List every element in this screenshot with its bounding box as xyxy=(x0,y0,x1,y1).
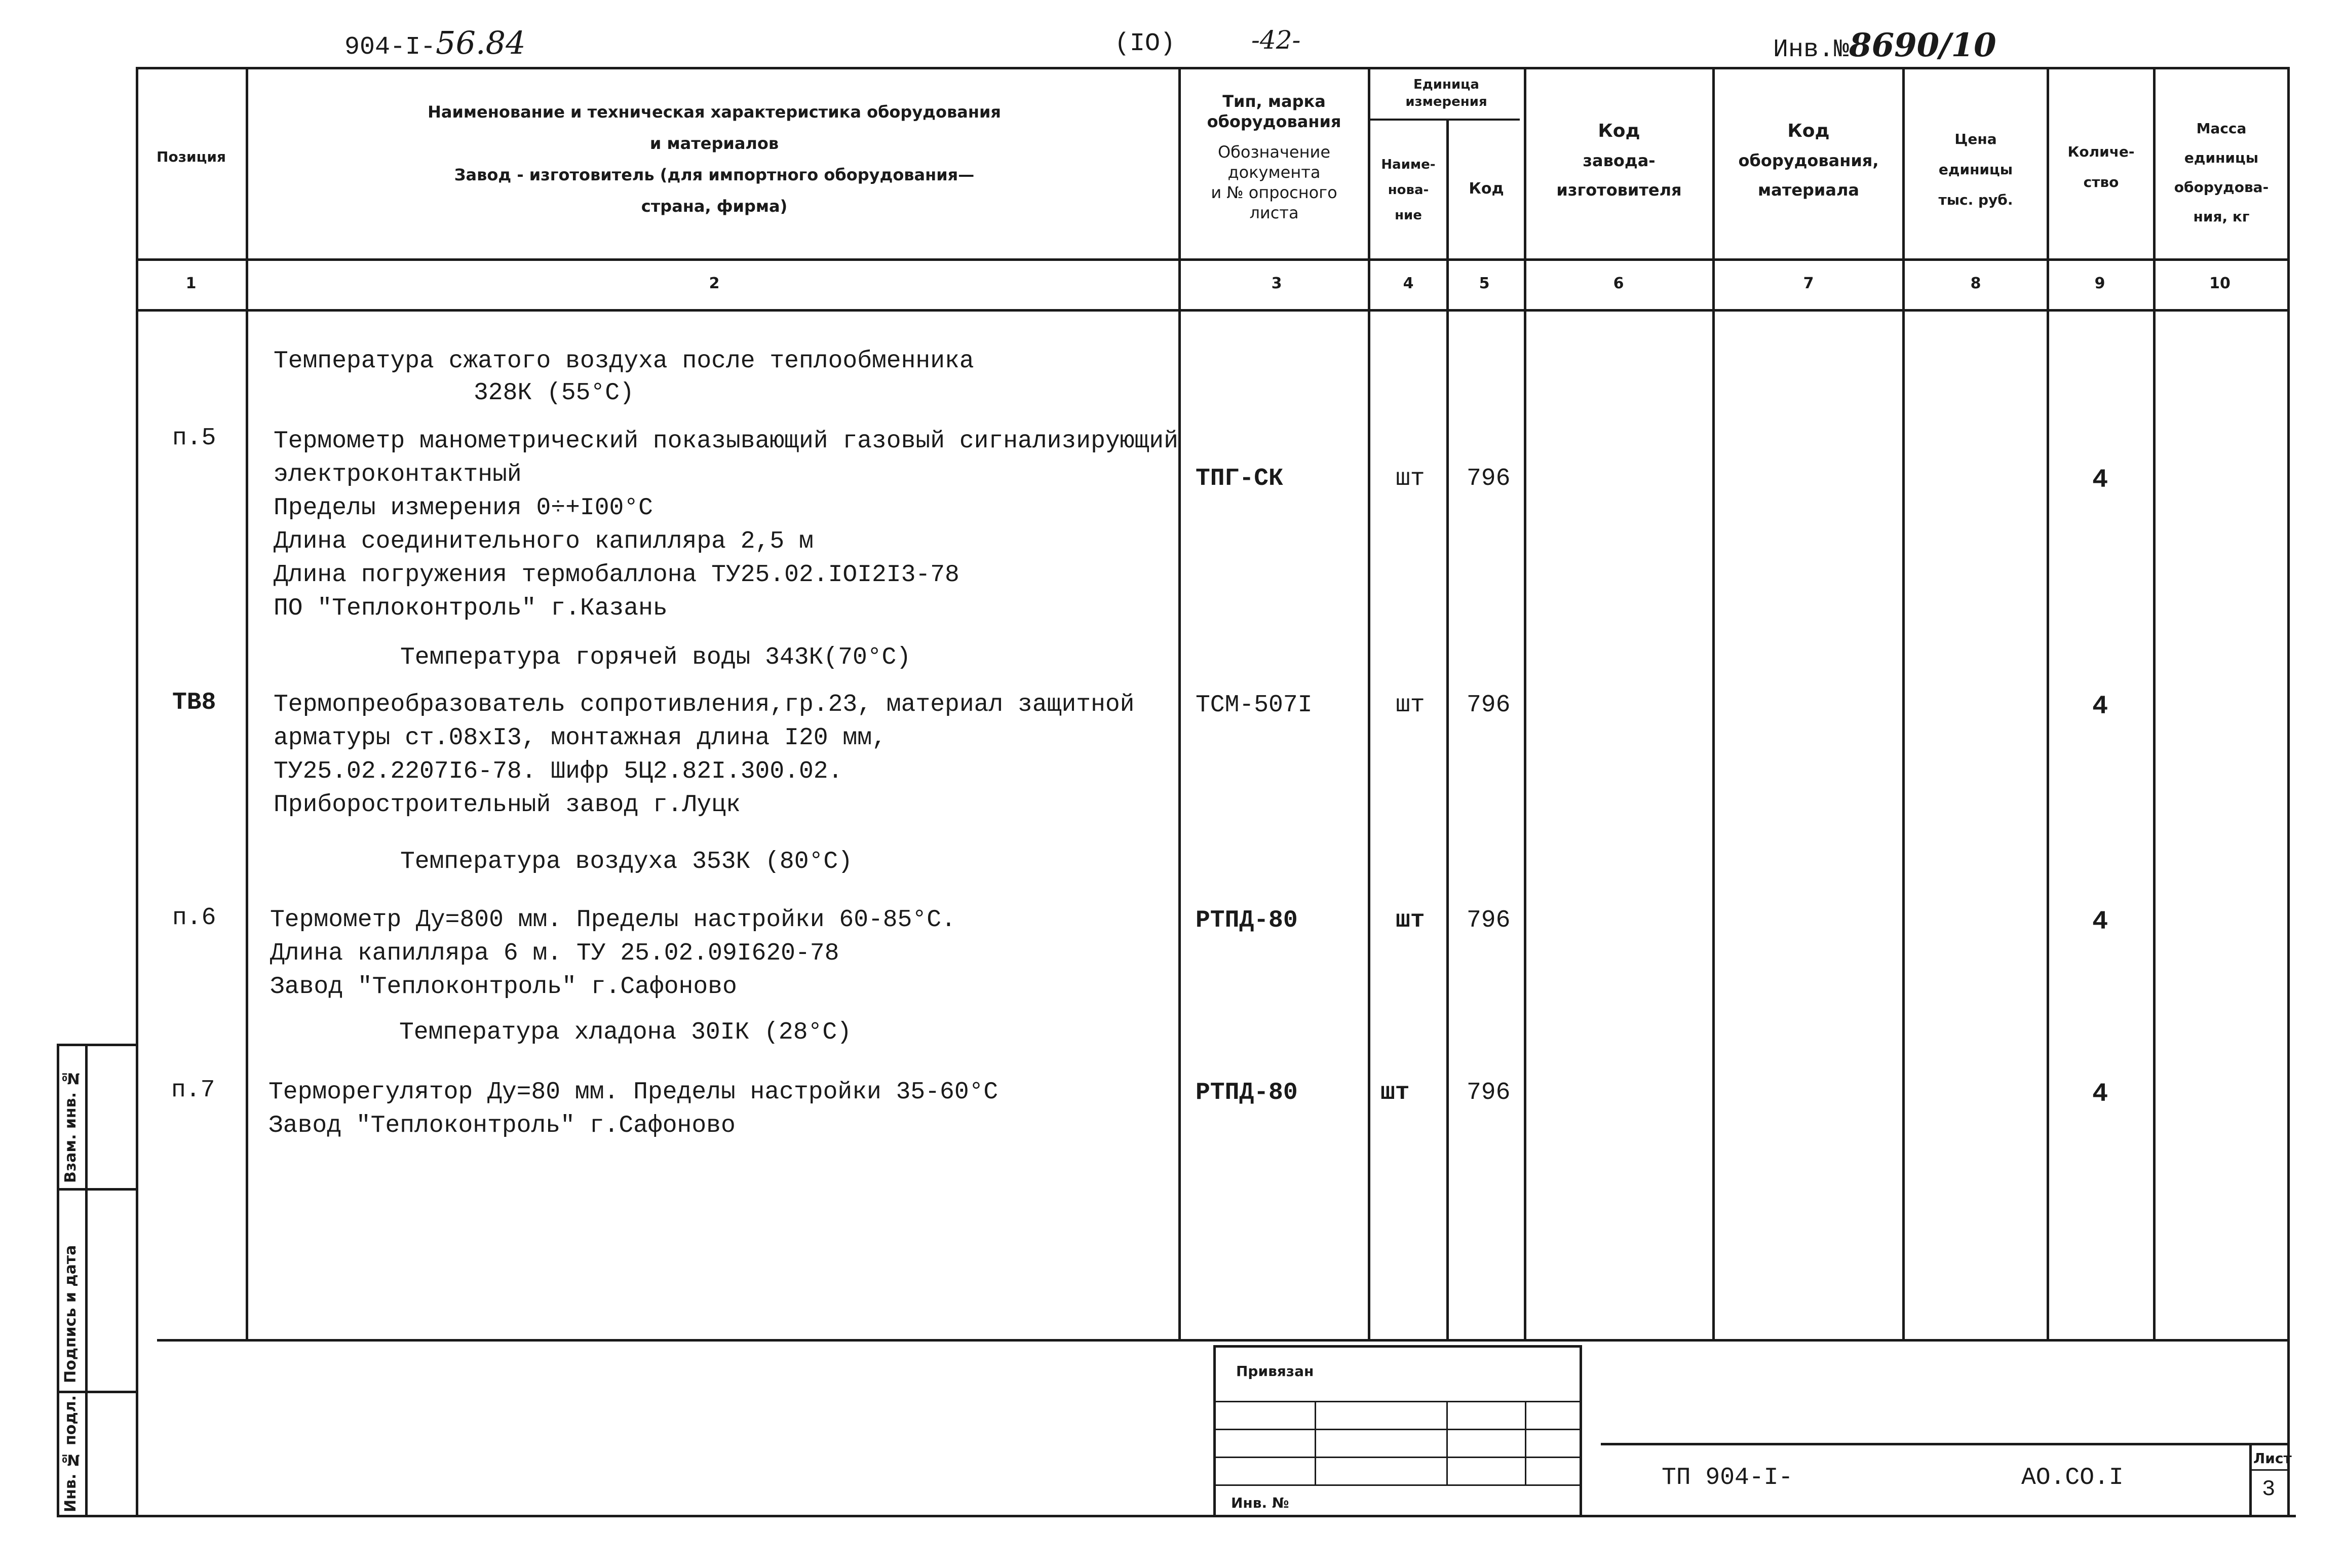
item-line: Термопреобразователь сопротивления,гр.23, материал защитной xyxy=(274,691,1135,718)
header-type-line: Обозначение xyxy=(1217,142,1331,162)
list-item xyxy=(274,425,1178,625)
col-num-3: 3 xyxy=(1271,275,1282,292)
col-num-4: 4 xyxy=(1403,275,1414,292)
item-type: РТПД-80 xyxy=(1196,1079,1298,1106)
header-factory-code-line: изготовителя xyxy=(1556,180,1682,200)
item-line: Длина капилляра 6 м. ТУ 25.02.09I620-78 xyxy=(270,940,839,967)
header-type-line: Тип, марка xyxy=(1222,92,1326,111)
header-unit-name-line: Наиме- xyxy=(1381,157,1436,172)
header-factory-code-line: Код xyxy=(1598,121,1640,141)
section-title: Температура воздуха 353К (80°С) xyxy=(400,848,853,875)
page-mark: -42- xyxy=(1251,25,1301,55)
header-type-line: листа xyxy=(1249,203,1299,222)
header-price-line: тыс. руб. xyxy=(1938,192,2013,208)
item-line: Пределы измерения 0÷+I00°С xyxy=(274,494,653,522)
header-mass-line: единицы xyxy=(2184,149,2259,166)
doc-number-printed: 904-I- xyxy=(344,33,436,62)
header-unit-name xyxy=(1370,152,1446,228)
side-vzam: Взам. инв. № xyxy=(62,1069,80,1183)
header-qty-line: Количе- xyxy=(2067,143,2135,160)
item-type: ТСМ-507I xyxy=(1196,692,1313,719)
item-code: 796 xyxy=(1467,465,1511,492)
header-unit-line: Единица xyxy=(1413,77,1479,92)
header-price-line: единицы xyxy=(1938,161,2013,178)
doc-suffix: АО.СО.I xyxy=(2021,1464,2124,1491)
doc-number xyxy=(344,24,526,62)
privyazan-label: Привязан xyxy=(1236,1363,1314,1380)
section-title: Температура горячей воды 343К(70°С) xyxy=(400,644,911,671)
item-unit: шт xyxy=(1396,692,1425,719)
side-podpis: Подпись и дата xyxy=(62,1245,80,1383)
item-position: п.5 xyxy=(172,425,216,452)
header-factory-code xyxy=(1526,117,1712,205)
item-qty: 4 xyxy=(2092,907,2108,937)
inventory-number xyxy=(1773,26,1996,64)
inv-handwritten: 8690/10 xyxy=(1849,26,1996,64)
header-mass-line: Масса xyxy=(2196,120,2247,137)
header-factory-code-line: завода- xyxy=(1583,151,1656,170)
header-price-line: Цена xyxy=(1954,131,1997,147)
item-line: ТУ25.02.2207I6-78. Шифр 5Ц2.82I.300.02. xyxy=(274,758,843,785)
header-equip-code-line: материала xyxy=(1758,180,1859,200)
list-item xyxy=(274,688,1134,822)
item-line: Термометр Ду=800 мм. Пределы настройки 60-85°С. xyxy=(270,906,956,934)
sheet-paren: (IO) xyxy=(1114,29,1176,58)
inv-no-label: Инв. № xyxy=(1231,1495,1289,1511)
header-unit-line: измерения xyxy=(1405,94,1487,109)
item-line: Длина погружения термобаллона ТУ25.02.IOI2I3-78 xyxy=(274,561,959,589)
item-code: 796 xyxy=(1467,907,1511,934)
item-code: 796 xyxy=(1467,692,1511,719)
section-title: 328К (55°С) xyxy=(474,379,634,407)
item-line: Терморегулятор Ду=80 мм. Пределы настройки 35-60°С xyxy=(268,1079,998,1106)
header-qty-line: ство xyxy=(2083,174,2119,190)
list-item xyxy=(268,1076,998,1142)
section-title: Температура сжатого воздуха после теплообменника xyxy=(274,348,974,375)
item-line: Длина соединительного капилляра 2,5 м xyxy=(274,528,814,555)
header-mass xyxy=(2156,114,2287,232)
item-qty: 4 xyxy=(2092,692,2108,721)
item-qty: 4 xyxy=(2092,465,2108,495)
item-unit: шт xyxy=(1396,465,1425,492)
header-type-line: оборудования xyxy=(1207,112,1341,131)
header-type-line: документа xyxy=(1227,163,1321,182)
col-num-5: 5 xyxy=(1479,275,1490,292)
item-line: Завод "Теплоконтроль" г.Сафоново xyxy=(270,973,737,1001)
item-line: арматуры ст.08хI3, монтажная длина I20 мм, xyxy=(274,724,887,752)
col-num-2: 2 xyxy=(709,275,720,292)
header-unit-code: Код xyxy=(1469,180,1504,198)
list-number: 3 xyxy=(2262,1477,2276,1502)
item-line: Приборостроительный завод г.Луцк xyxy=(274,791,741,819)
inv-label: Инв.№ xyxy=(1773,35,1850,64)
item-code: 796 xyxy=(1467,1079,1511,1106)
header-equip-code-line: оборудования, xyxy=(1738,151,1879,170)
header-name xyxy=(251,96,1178,222)
col-num-7: 7 xyxy=(1803,275,1814,292)
header-qty xyxy=(2049,137,2153,198)
section-title: Температура хладона 30IК (28°С) xyxy=(399,1019,852,1046)
item-line: Завод "Теплоконтроль" г.Сафоново xyxy=(268,1112,736,1139)
item-line: ПО "Теплоконтроль" г.Казань xyxy=(274,595,668,622)
col-num-9: 9 xyxy=(2094,275,2105,292)
header-unit-name-line: нова- xyxy=(1388,182,1429,198)
item-type: ТПГ-СК xyxy=(1196,465,1283,492)
doc-number-handwritten: 56.84 xyxy=(436,24,526,61)
header-price xyxy=(1905,124,2047,215)
item-position: п.6 xyxy=(172,904,216,932)
col-num-10: 10 xyxy=(2209,275,2231,292)
col-num-1: 1 xyxy=(185,275,197,292)
header-mass-line: оборудова- xyxy=(2174,179,2269,196)
list-item xyxy=(270,903,956,1004)
header-equip-code-line: Код xyxy=(1787,121,1830,141)
item-type: РТПД-80 xyxy=(1196,907,1298,934)
doc-code: ТП 904-I- xyxy=(1662,1464,1793,1491)
item-unit: шт xyxy=(1380,1079,1410,1106)
col-num-6: 6 xyxy=(1613,275,1624,292)
header-type-line: и № опросного xyxy=(1211,183,1337,202)
list-label: Лист xyxy=(2253,1450,2292,1467)
header-unit xyxy=(1370,76,1522,110)
item-unit: шт xyxy=(1396,907,1425,934)
item-position: ТВ8 xyxy=(172,689,216,716)
header-type xyxy=(1180,91,1368,223)
item-qty: 4 xyxy=(2092,1079,2108,1109)
header-equip-code xyxy=(1715,117,1902,205)
header-mass-line: ния, кг xyxy=(2193,208,2250,225)
header-name-line: и материалов xyxy=(649,134,779,153)
item-position: п.7 xyxy=(171,1077,215,1104)
header-name-line: Наименование и техническая характеристика оборудования xyxy=(428,102,1001,122)
col-num-8: 8 xyxy=(1970,275,1981,292)
header-position: Позиция xyxy=(157,148,226,165)
header-name-line: Завод - изготовитель (для импортного оборудования— xyxy=(454,165,975,184)
side-inv-podl: Инв. № подл. xyxy=(62,1395,80,1512)
header-unit-name-line: ние xyxy=(1395,208,1422,223)
item-line: электроконтактный xyxy=(274,461,522,488)
header-name-line: страна, фирма) xyxy=(641,197,788,216)
item-line: Термометр манометрический показывающий газовый сигнализирующий xyxy=(274,428,1178,455)
